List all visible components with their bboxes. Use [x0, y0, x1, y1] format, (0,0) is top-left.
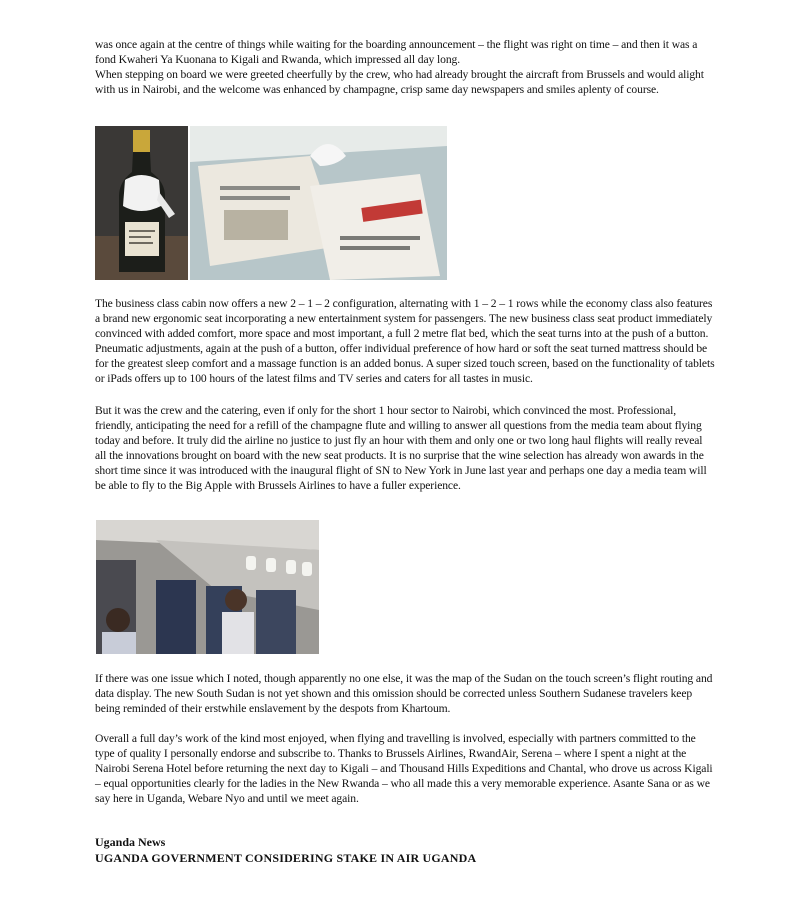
aircraft-cabin-photo [96, 520, 319, 654]
article-paragraph: But it was the crew and the catering, even if only for the short 1 hour sector to Nairobi, which convinced the most. Professional, friendly, anticipating the need for a refill of the champagne flute and willing to answer all questions from the media team about flying today and before. It truly did the airline no justice to just fly an hour with them and only one or two long haul flights will really reveal all the innovations brought on board with the new seat products. It is no surprise that the wine selection has already won awards in the short time since it was introduced with the inaugural flight of SN to New York in June last year and perhaps one day a media team will be able to fly to the Big Apple with Brussels Airlines to have a fuller experience. [95, 404, 707, 493]
article-paragraph: Overall a full day’s work of the kind most enjoyed, when flying and travelling is involved, especially with partners committed to the type of quality I personally endorse and subscribe to. Thanks to Brussels Airlines, RwandAir, Serena – where I spent a night at the Nairobi Serena Hotel before returning the next day to Kigali – and Thousand Hills Expeditions and Chantal, who drove us across Kigali – equal opportunities clearly for the ladies in the New Rwanda – who all made this a very memorable experience. Asante Sana or as we say here in Uganda, Webare Nyo and until we meet again. [95, 732, 713, 806]
newspapers-photo [190, 126, 447, 280]
section-heading: Uganda News [95, 835, 166, 849]
article-paragraph: The business class cabin now offers a new 2 – 1 – 2 configuration, alternating with 1 – 2 – 1 rows while the economy class also features a brand new ergonomic seat incorporating a new entertainment system for passengers. The new business class seat product immediately convinced with added comfort, more space and most important, a full 2 metre flat bed, which the seat turns into at the push of a button. Pneumatic adjustments, again at the push of a button, offer individual preference of how hard or soft the seat turned mattress should be for the greatest sleep comfort and a massage function is an added bonus. A super sized touch screen, based on the functionality of tablets or iPads offers up to 100 hours of the latest films and TV series and caters for all tastes in music. [95, 297, 715, 386]
article-paragraph: If there was one issue which I noted, though apparently no one else, it was the map of the Sudan on the touch screen’s flight routing and data display. The new South Sudan is not yet shown and this omission should be corrected unless Southern Sudanese travelers keep being reminded of their erstwhile enslavement by the despots from Khartoum. [95, 672, 713, 716]
champagne-bottle-photo [95, 126, 188, 280]
article-paragraph: was once again at the centre of things while waiting for the boarding announcement – the flight was right on time – and then it was a fond Kwaheri Ya Kuonana to Kigali and Rwanda, which impressed all day long. [95, 38, 698, 67]
article-paragraph: When stepping on board we were greeted cheerfully by the crew, who had already brought the aircraft from Brussels and would alight with us in Nairobi, and the welcome was enhanced by champagne, crisp same day newspapers and smiles aplenty of course. [95, 68, 704, 97]
news-headline: UGANDA GOVERNMENT CONSIDERING STAKE IN AIR UGANDA [95, 851, 477, 865]
